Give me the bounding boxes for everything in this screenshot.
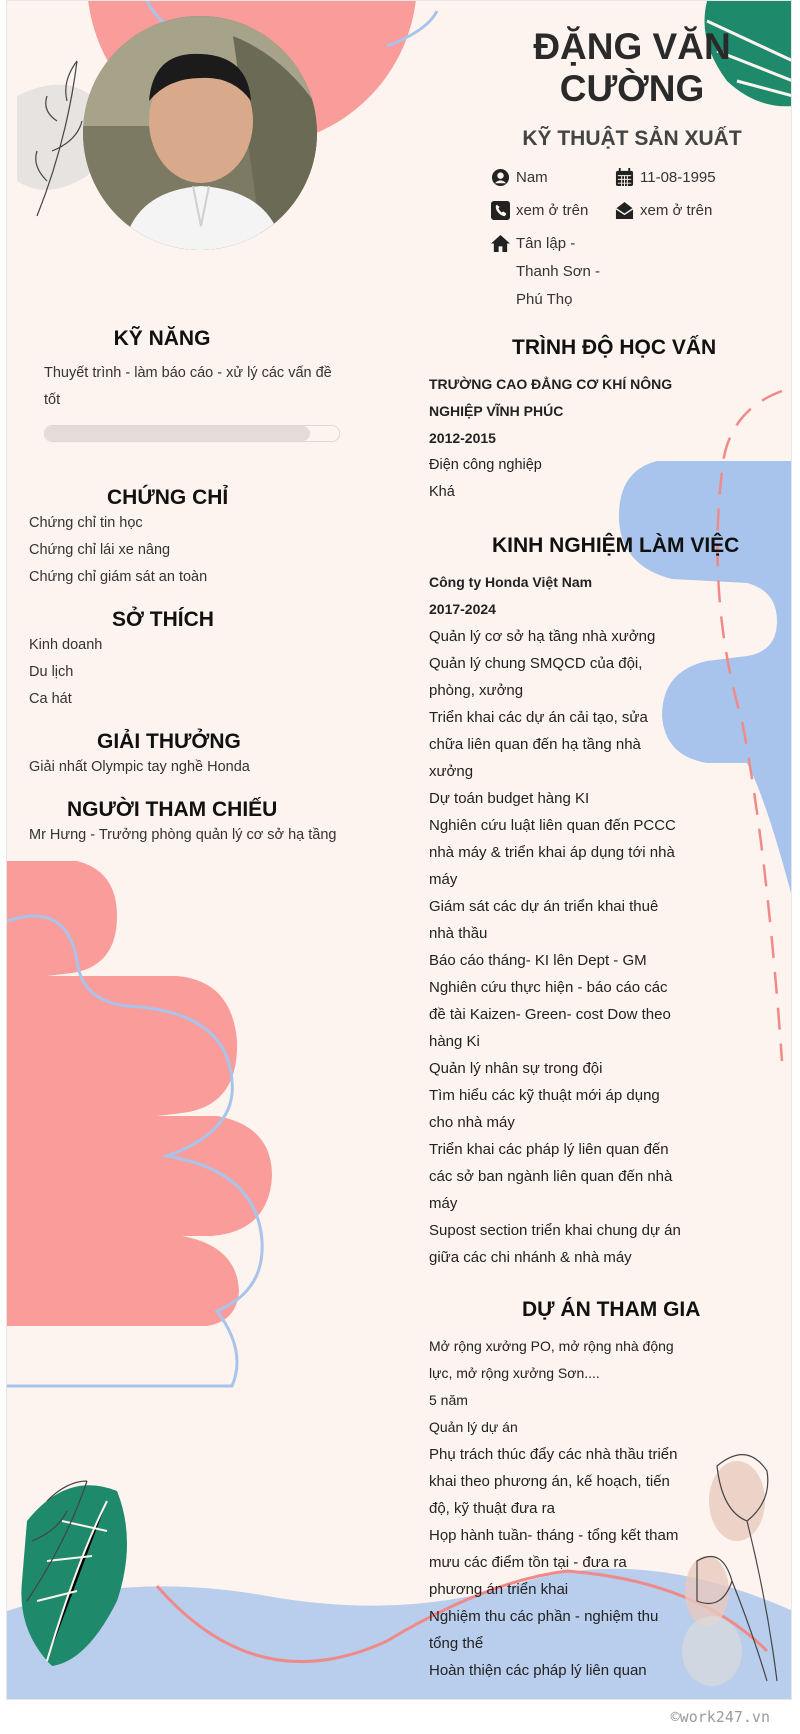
list-item: Quản lý nhân sự trong đội <box>429 1060 603 1077</box>
contact-birthdate <box>615 164 716 192</box>
hobbies-list <box>29 632 349 713</box>
list-item: Supost section triển khai chung dự án giữa các chi nhánh & nhà máy <box>429 1222 681 1266</box>
list-item: Dự toán budget hàng KI <box>429 790 590 807</box>
experience-heading: KINH NGHIỆM LÀM VIỆC <box>492 534 740 557</box>
phone-icon <box>491 201 510 220</box>
home-icon <box>491 234 510 253</box>
project-role: Quản lý dự án <box>429 1419 518 1435</box>
birthdate-value: 11-08-1995 <box>640 169 716 186</box>
list-item: Giám sát các dự án triển khai thuê nhà thầu <box>429 898 659 942</box>
envelope-open-icon <box>615 201 634 220</box>
skill-progress-fill <box>45 426 310 441</box>
list-item: Nghiệm thu các phần - nghiệm thu tổng thể <box>429 1608 659 1652</box>
contact-phone <box>491 197 588 225</box>
education-grade: Khá <box>429 484 455 500</box>
hobbies-heading: SỞ THÍCH <box>112 608 214 631</box>
contact-email <box>615 197 712 225</box>
list-item: Nghiên cứu luật liên quan đến PCCC nhà máy & triển khai áp dụng tới nhà máy <box>429 817 676 888</box>
list-item: Báo cáo tháng- KI lên Dept - GM <box>429 952 647 969</box>
cv-page <box>6 0 792 1700</box>
user-icon <box>491 168 510 187</box>
candidate-name: ĐẶNG VĂN CƯỜNG <box>533 26 731 109</box>
references-heading: NGƯỜI THAM CHIẾU <box>67 798 278 821</box>
education-heading: TRÌNH ĐỘ HỌC VẤN <box>512 336 717 359</box>
list-item: Quản lý chung SMQCD của đội, phòng, xưởng <box>429 655 643 699</box>
contact-gender <box>491 164 548 192</box>
project-duration: 5 năm <box>429 1392 468 1408</box>
references-list <box>29 822 369 849</box>
list-item: Hoàn thiện các pháp lý liên quan <box>429 1662 647 1679</box>
skills-heading: KỸ NĂNG <box>113 327 211 350</box>
avatar-photo <box>83 16 317 250</box>
education-block <box>429 371 684 506</box>
company-name: Công ty Honda Việt Nam <box>429 574 593 590</box>
email-value: xem ở trên <box>640 202 713 219</box>
skill-progress-bar <box>44 425 340 442</box>
list-item: Mr Hưng - Trưởng phòng quản lý cơ sở hạ tầng <box>29 827 337 843</box>
contact-address <box>491 230 606 314</box>
list-item: Chứng chỉ lái xe nâng <box>29 542 171 558</box>
list-item: Nghiên cứu thực hiện - báo cáo các đề tài Kaizen- Green- cost Dow theo hàng Ki <box>429 979 671 1050</box>
awards-list <box>29 754 359 781</box>
certificates-heading: CHỨNG CHỈ <box>107 486 229 509</box>
list-item: Chứng chỉ tin học <box>29 515 143 531</box>
list-item: Họp hành tuần- tháng - tổng kết tham mưu các điểm tồn tại - đưa ra phương án triển khai <box>429 1527 679 1598</box>
list-item: Triển khai các pháp lý liên quan đến các sở ban ngành liên quan đến nhà máy <box>429 1141 673 1212</box>
school-name: TRƯỜNG CAO ĐẲNG CƠ KHÍ NÔNG NGHIỆP VĨNH PHÚC <box>429 376 673 419</box>
watermark: ©work247.vn <box>670 1708 770 1726</box>
education-major: Điện công nghiệp <box>429 457 542 473</box>
avatar <box>83 16 317 250</box>
projects-heading: DỰ ÁN THAM GIA <box>522 1298 701 1321</box>
experience-block <box>429 569 684 1271</box>
list-item: Tìm hiểu các kỹ thuật mới áp dụng cho nhà máy <box>429 1087 660 1131</box>
list-item: Giải nhất Olympic tay nghề Honda <box>29 759 250 775</box>
certificates-list <box>29 510 349 591</box>
project-name: Mở rộng xưởng PO, mở rộng nhà động lực, mở rộng xưởng Sơn.... <box>429 1338 674 1381</box>
list-item: Kinh doanh <box>29 637 103 653</box>
list-item: Du lịch <box>29 664 74 680</box>
phone-value: xem ở trên <box>516 202 589 219</box>
list-item: Triển khai các dự án cải tạo, sửa chữa liên quan đến hạ tầng nhà xưởng <box>429 709 648 780</box>
education-period: 2012-2015 <box>429 430 496 446</box>
list-item: Chứng chỉ giám sát an toàn <box>29 569 208 585</box>
address-value: Tân lập - Thanh Sơn - Phú Thọ <box>516 235 601 308</box>
list-item: Quản lý cơ sở hạ tầng nhà xưởng <box>429 628 656 645</box>
calendar-icon <box>615 168 634 187</box>
experience-period: 2017-2024 <box>429 601 496 617</box>
awards-heading: GIẢI THƯỞNG <box>97 730 241 753</box>
job-title: KỸ THUẬT SẢN XUẤT <box>522 127 742 150</box>
list-item: Phụ trách thúc đẩy các nhà thầu triển khai theo phương án, kế hoạch, tiến độ, kỹ thuật đưa ra <box>429 1446 678 1517</box>
projects-block <box>429 1333 684 1684</box>
skill-item-label: Thuyết trình - làm báo cáo - xử lý các vấn đề tốt <box>44 365 332 408</box>
gender-value: Nam <box>516 169 548 186</box>
list-item: Ca hát <box>29 691 72 707</box>
